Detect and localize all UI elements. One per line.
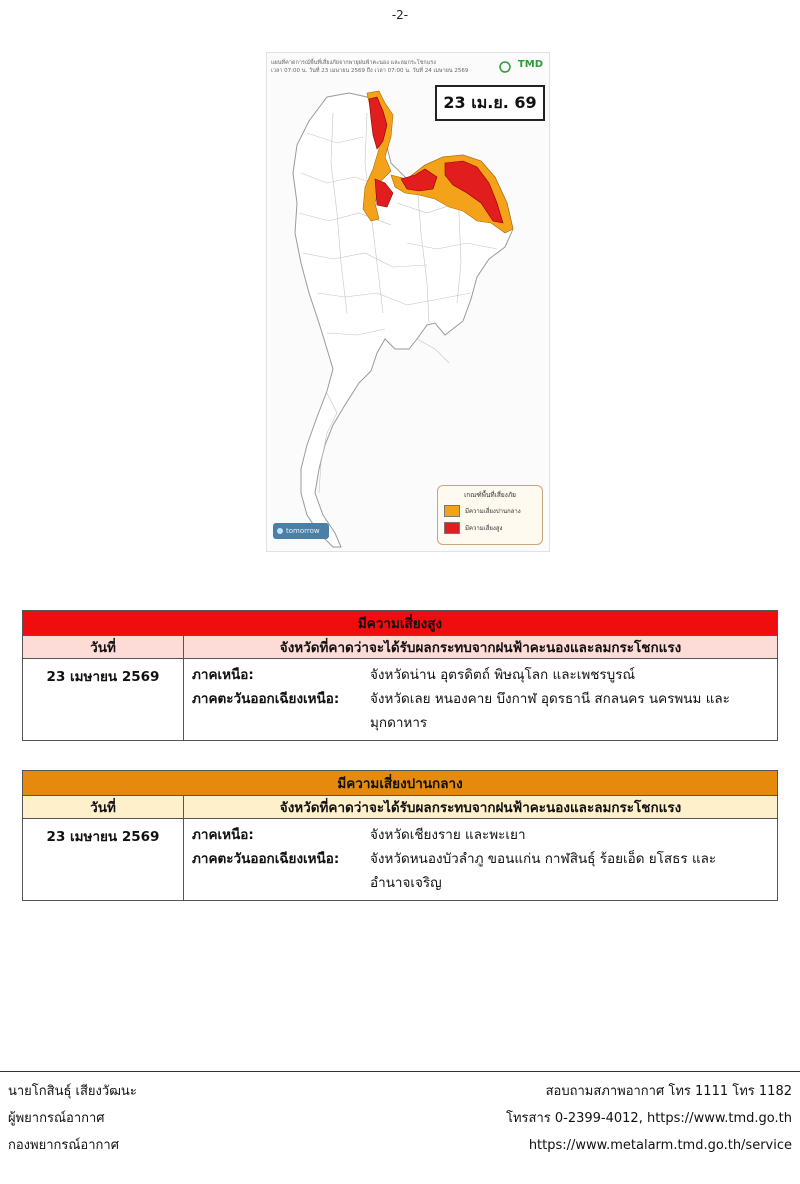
high-risk-table <box>22 610 778 741</box>
medium-risk-table <box>22 770 778 901</box>
tmd-logo-text: TMD <box>517 59 543 70</box>
column-header-date: วันที่ <box>23 636 184 659</box>
contact-fax-website: โทรสาร 0-2399-4012, https://www.tmd.go.th <box>506 1111 792 1126</box>
date-cell: 23 เมษายน 2569 <box>23 819 184 901</box>
forecaster-name: นายโกสินธุ์ เสียงวัฒนะ <box>8 1084 137 1099</box>
legend-item-medium <box>444 505 536 517</box>
map-header-line: แผนที่คาดการณ์พื้นที่เสี่ยงภัยจากพายุฝนฟ้าคะนอง และลมกระโชกแรง <box>271 60 436 66</box>
detail-cell <box>184 819 778 901</box>
table-row <box>23 819 778 901</box>
tmd-logo-mark <box>500 62 510 72</box>
page-number: -2- <box>391 8 409 22</box>
region-name: ภาคเหนือ: <box>192 827 254 843</box>
risk-map <box>266 52 550 552</box>
map-header <box>271 59 501 75</box>
map-header-line: เวลา 07:00 น. วันที่ 23 เมษายน 2569 ถึง เวลา 07:00 น. วันที่ 24 เมษายน 2569 <box>271 68 469 74</box>
thailand-map <box>267 53 549 551</box>
date-badge: 23 เม.ย. 69 <box>435 85 545 121</box>
contact-service-link[interactable]: https://www.metalarm.tmd.go.th/service <box>528 1138 792 1153</box>
tmd-logo <box>518 59 543 70</box>
forecaster-division: กองพยากรณ์อากาศ <box>8 1138 119 1153</box>
footer-contact <box>506 1078 792 1159</box>
region-provinces: จังหวัดเชียงราย และพะเยา <box>370 827 526 843</box>
region-row <box>192 687 769 735</box>
legend-swatch-orange <box>444 505 460 517</box>
legend-swatch-red <box>444 522 460 534</box>
region-provinces: จังหวัดหนองบัวลำภู ขอนแก่น กาฬสินธุ์ ร้อยเอ็ด ยโสธร และอำนาจเจริญ <box>370 851 717 891</box>
region-provinces: จังหวัดน่าน อุตรดิตถ์ พิษณุโลก และเพชรบูรณ์ <box>370 667 636 683</box>
tomorrow-logo-icon <box>277 528 283 534</box>
column-header-date: วันที่ <box>23 796 184 819</box>
legend-title: เกณฑ์พื้นที่เสี่ยงภัย <box>464 491 516 499</box>
column-header-provinces: จังหวัดที่คาดว่าจะได้รับผลกระทบจากฝนฟ้าคะนองและลมกระโชกแรง <box>184 636 778 659</box>
medium-risk-band: มีความเสี่ยงปานกลาง <box>23 771 778 796</box>
contact-phone: สอบถามสภาพอากาศ โทร 1111 โทร 1182 <box>545 1084 792 1099</box>
footer-divider <box>0 1071 800 1072</box>
region-row <box>192 823 769 847</box>
region-row <box>192 663 769 687</box>
table-row <box>23 659 778 741</box>
region-provinces: จังหวัดเลย หนองคาย บึงกาฬ อุดรธานี สกลนคร นครพนม และมุกดาหาร <box>370 691 730 731</box>
tomorrow-credit-badge <box>273 523 329 539</box>
region-name: ภาคตะวันออกเฉียงเหนือ: <box>192 691 340 707</box>
footer-signature <box>8 1078 137 1159</box>
map-legend <box>437 485 543 545</box>
tomorrow-credit-text: tomorrow <box>286 527 320 535</box>
legend-label: มีความเสี่ยงสูง <box>465 525 503 532</box>
date-cell: 23 เมษายน 2569 <box>23 659 184 741</box>
region-row <box>192 847 769 895</box>
high-risk-band: มีความเสี่ยงสูง <box>23 611 778 636</box>
column-header-provinces: จังหวัดที่คาดว่าจะได้รับผลกระทบจากฝนฟ้าคะนองและลมกระโชกแรง <box>184 796 778 819</box>
region-name: ภาคตะวันออกเฉียงเหนือ: <box>192 851 340 867</box>
region-name: ภาคเหนือ: <box>192 667 254 683</box>
legend-item-high <box>444 522 536 534</box>
legend-label: มีความเสี่ยงปานกลาง <box>465 508 521 515</box>
detail-cell <box>184 659 778 741</box>
forecaster-title: ผู้พยากรณ์อากาศ <box>8 1111 105 1126</box>
